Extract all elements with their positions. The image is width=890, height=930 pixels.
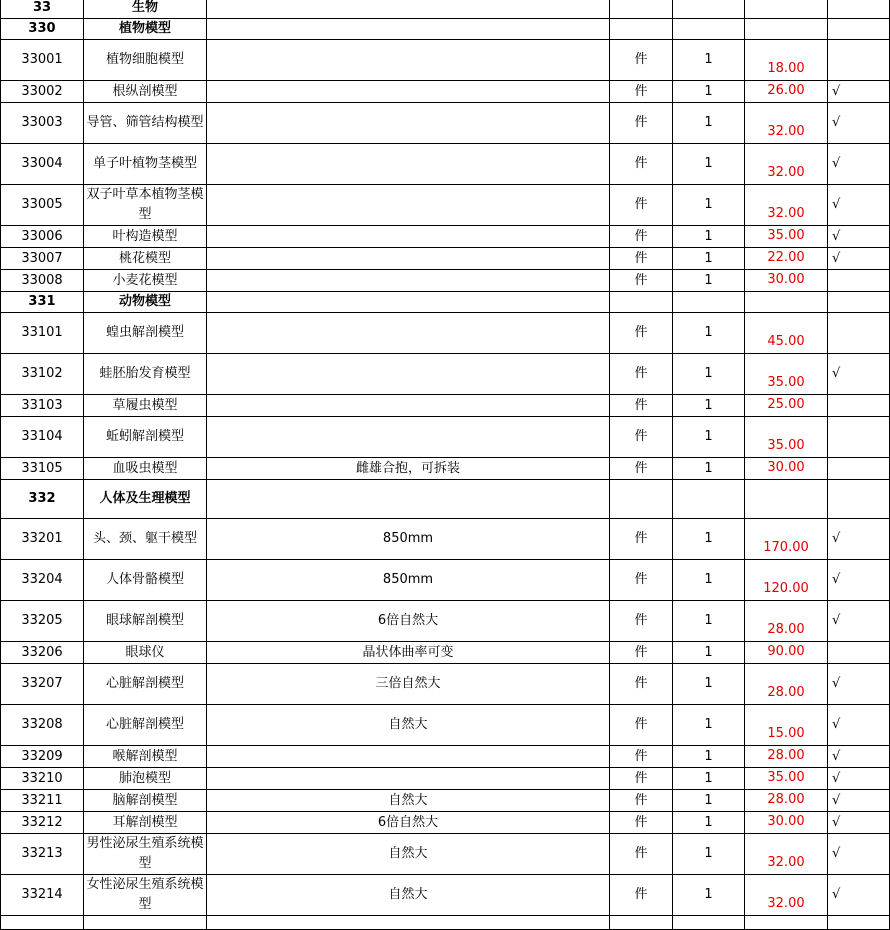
cell-check xyxy=(828,0,890,19)
cell-unit: 件 xyxy=(610,270,673,292)
table-row xyxy=(1,40,890,81)
cell-name: 草履虫模型 xyxy=(84,395,207,417)
cell-price xyxy=(745,292,828,313)
cell-price: 28.00 xyxy=(745,664,828,705)
cell-spec xyxy=(207,768,610,790)
cell-qty: 1 xyxy=(673,834,745,875)
table-row xyxy=(1,916,890,930)
cell-spec: 三倍自然大 xyxy=(207,664,610,705)
cell-check xyxy=(828,292,890,313)
cell-code: 33105 xyxy=(1,458,84,480)
table-row xyxy=(1,226,890,248)
cell-unit: 件 xyxy=(610,705,673,746)
category-row xyxy=(1,480,890,519)
category-row xyxy=(1,19,890,40)
cell-qty xyxy=(673,292,745,313)
cell-unit: 件 xyxy=(610,248,673,270)
cell-qty: 1 xyxy=(673,768,745,790)
table-row xyxy=(1,395,890,417)
cell-qty: 1 xyxy=(673,103,745,144)
cell-qty: 1 xyxy=(673,458,745,480)
cell-name: 头、颈、躯干模型 xyxy=(84,519,207,560)
cell-check xyxy=(828,480,890,519)
cell-spec xyxy=(207,417,610,458)
cell-name xyxy=(84,916,207,930)
cell-unit: 件 xyxy=(610,417,673,458)
cell-code: 33102 xyxy=(1,354,84,395)
table-row xyxy=(1,834,890,875)
cell-name: 女性泌尿生殖系统模型 xyxy=(84,875,207,916)
cell-spec xyxy=(207,270,610,292)
cell-spec: 晶状体曲率可变 xyxy=(207,642,610,664)
cell-code: 33209 xyxy=(1,746,84,768)
cell-spec xyxy=(207,40,610,81)
table-row xyxy=(1,875,890,916)
cell-check: √ xyxy=(828,812,890,834)
category-row xyxy=(1,292,890,313)
table-row xyxy=(1,248,890,270)
cell-code: 33002 xyxy=(1,81,84,103)
cell-spec xyxy=(207,313,610,354)
cell-price: 28.00 xyxy=(745,790,828,812)
cell-unit: 件 xyxy=(610,790,673,812)
cell-price: 35.00 xyxy=(745,354,828,395)
cell-code: 330 xyxy=(1,19,84,40)
cell-qty: 1 xyxy=(673,705,745,746)
cell-qty: 1 xyxy=(673,519,745,560)
cell-unit: 件 xyxy=(610,40,673,81)
cell-spec: 自然大 xyxy=(207,834,610,875)
cell-check xyxy=(828,19,890,40)
cell-check: √ xyxy=(828,705,890,746)
cell-code: 33104 xyxy=(1,417,84,458)
cell-qty: 1 xyxy=(673,601,745,642)
cell-spec: 850mm xyxy=(207,560,610,601)
cell-spec xyxy=(207,248,610,270)
cell-name: 心脏解剖模型 xyxy=(84,705,207,746)
cell-check: √ xyxy=(828,834,890,875)
table-row xyxy=(1,458,890,480)
cell-price: 32.00 xyxy=(745,144,828,185)
cell-spec xyxy=(207,292,610,313)
cell-name: 植物模型 xyxy=(84,19,207,40)
cell-qty xyxy=(673,19,745,40)
cell-check: √ xyxy=(828,519,890,560)
cell-name: 男性泌尿生殖系统模型 xyxy=(84,834,207,875)
cell-check xyxy=(828,458,890,480)
cell-name: 眼球仪 xyxy=(84,642,207,664)
table-row xyxy=(1,313,890,354)
cell-code: 33001 xyxy=(1,40,84,81)
cell-qty: 1 xyxy=(673,812,745,834)
cell-price: 35.00 xyxy=(745,768,828,790)
cell-price: 120.00 xyxy=(745,560,828,601)
cell-unit: 件 xyxy=(610,395,673,417)
cell-check: √ xyxy=(828,103,890,144)
cell-code xyxy=(1,916,84,930)
table-row xyxy=(1,746,890,768)
table-row xyxy=(1,103,890,144)
cell-name: 根纵剖模型 xyxy=(84,81,207,103)
cell-unit: 件 xyxy=(610,560,673,601)
cell-unit: 件 xyxy=(610,664,673,705)
cell-spec: 6倍自然大 xyxy=(207,812,610,834)
cell-code: 33 xyxy=(1,0,84,19)
cell-spec xyxy=(207,395,610,417)
cell-check: √ xyxy=(828,248,890,270)
cell-unit: 件 xyxy=(610,226,673,248)
cell-spec: 自然大 xyxy=(207,790,610,812)
cell-name: 人体及生理模型 xyxy=(84,480,207,519)
cell-unit: 件 xyxy=(610,313,673,354)
cell-check: √ xyxy=(828,768,890,790)
cell-price: 35.00 xyxy=(745,226,828,248)
cell-unit: 件 xyxy=(610,458,673,480)
cell-price: 30.00 xyxy=(745,270,828,292)
cell-price: 26.00 xyxy=(745,81,828,103)
cell-unit: 件 xyxy=(610,875,673,916)
cell-name: 生物 xyxy=(84,0,207,19)
table-row xyxy=(1,642,890,664)
cell-qty: 1 xyxy=(673,790,745,812)
cell-spec xyxy=(207,226,610,248)
cell-name: 心脏解剖模型 xyxy=(84,664,207,705)
table-row xyxy=(1,664,890,705)
cell-code: 33206 xyxy=(1,642,84,664)
cell-qty: 1 xyxy=(673,875,745,916)
cell-qty: 1 xyxy=(673,248,745,270)
cell-code: 33207 xyxy=(1,664,84,705)
cell-check: √ xyxy=(828,185,890,226)
cell-unit: 件 xyxy=(610,144,673,185)
cell-code: 33007 xyxy=(1,248,84,270)
cell-price: 15.00 xyxy=(745,705,828,746)
cell-code: 33003 xyxy=(1,103,84,144)
cell-qty: 1 xyxy=(673,226,745,248)
cell-qty xyxy=(673,916,745,930)
cell-price: 35.00 xyxy=(745,417,828,458)
cell-check: √ xyxy=(828,144,890,185)
cell-price: 170.00 xyxy=(745,519,828,560)
table-row xyxy=(1,417,890,458)
cell-name: 喉解剖模型 xyxy=(84,746,207,768)
cell-qty: 1 xyxy=(673,40,745,81)
cell-qty: 1 xyxy=(673,270,745,292)
table-row xyxy=(1,81,890,103)
cell-code: 33212 xyxy=(1,812,84,834)
cell-name: 人体骨骼模型 xyxy=(84,560,207,601)
cell-price: 25.00 xyxy=(745,395,828,417)
category-row xyxy=(1,0,890,19)
cell-check: √ xyxy=(828,790,890,812)
cell-name: 单子叶植物茎模型 xyxy=(84,144,207,185)
cell-qty: 1 xyxy=(673,664,745,705)
cell-name: 蝗虫解剖模型 xyxy=(84,313,207,354)
cell-unit: 件 xyxy=(610,834,673,875)
cell-code: 33201 xyxy=(1,519,84,560)
cell-code: 33205 xyxy=(1,601,84,642)
cell-unit xyxy=(610,916,673,930)
cell-spec xyxy=(207,0,610,19)
cell-code: 33211 xyxy=(1,790,84,812)
table-body xyxy=(1,0,890,930)
cell-code: 332 xyxy=(1,480,84,519)
cell-spec: 自然大 xyxy=(207,705,610,746)
cell-name: 血吸虫模型 xyxy=(84,458,207,480)
cell-unit xyxy=(610,0,673,19)
cell-spec xyxy=(207,144,610,185)
cell-unit: 件 xyxy=(610,746,673,768)
cell-qty: 1 xyxy=(673,417,745,458)
cell-spec xyxy=(207,746,610,768)
cell-check: √ xyxy=(828,560,890,601)
cell-code: 33005 xyxy=(1,185,84,226)
cell-name: 蚯蚓解剖模型 xyxy=(84,417,207,458)
cell-code: 33204 xyxy=(1,560,84,601)
cell-code: 33004 xyxy=(1,144,84,185)
table-row xyxy=(1,519,890,560)
cell-check xyxy=(828,313,890,354)
cell-unit xyxy=(610,292,673,313)
cell-unit: 件 xyxy=(610,601,673,642)
table-row xyxy=(1,185,890,226)
cell-name: 耳解剖模型 xyxy=(84,812,207,834)
cell-spec xyxy=(207,103,610,144)
cell-name: 眼球解剖模型 xyxy=(84,601,207,642)
table-row xyxy=(1,270,890,292)
cell-check xyxy=(828,417,890,458)
cell-unit: 件 xyxy=(610,519,673,560)
cell-unit xyxy=(610,19,673,40)
cell-price: 30.00 xyxy=(745,458,828,480)
cell-code: 33210 xyxy=(1,768,84,790)
cell-name: 小麦花模型 xyxy=(84,270,207,292)
cell-unit: 件 xyxy=(610,185,673,226)
table-row xyxy=(1,354,890,395)
cell-check xyxy=(828,40,890,81)
cell-qty: 1 xyxy=(673,313,745,354)
cell-name: 动物模型 xyxy=(84,292,207,313)
cell-check: √ xyxy=(828,601,890,642)
cell-spec xyxy=(207,354,610,395)
cell-check: √ xyxy=(828,81,890,103)
cell-price: 32.00 xyxy=(745,185,828,226)
cell-spec xyxy=(207,916,610,930)
cell-check: √ xyxy=(828,875,890,916)
cell-name: 桃花模型 xyxy=(84,248,207,270)
table-row xyxy=(1,560,890,601)
cell-qty: 1 xyxy=(673,185,745,226)
cell-code: 33103 xyxy=(1,395,84,417)
cell-qty: 1 xyxy=(673,746,745,768)
cell-unit: 件 xyxy=(610,81,673,103)
cell-price: 22.00 xyxy=(745,248,828,270)
table-row xyxy=(1,601,890,642)
cell-price: 32.00 xyxy=(745,834,828,875)
cell-spec xyxy=(207,185,610,226)
cell-code: 33008 xyxy=(1,270,84,292)
cell-name: 蛙胚胎发育模型 xyxy=(84,354,207,395)
cell-spec: 850mm xyxy=(207,519,610,560)
cell-qty: 1 xyxy=(673,642,745,664)
cell-code: 331 xyxy=(1,292,84,313)
cell-price: 90.00 xyxy=(745,642,828,664)
cell-qty: 1 xyxy=(673,144,745,185)
cell-name: 脑解剖模型 xyxy=(84,790,207,812)
cell-unit: 件 xyxy=(610,642,673,664)
cell-qty: 1 xyxy=(673,395,745,417)
cell-check xyxy=(828,270,890,292)
cell-qty: 1 xyxy=(673,560,745,601)
cell-check: √ xyxy=(828,664,890,705)
cell-unit xyxy=(610,480,673,519)
table-row xyxy=(1,812,890,834)
cell-qty xyxy=(673,0,745,19)
cell-check: √ xyxy=(828,226,890,248)
cell-name: 双子叶草本植物茎模型 xyxy=(84,185,207,226)
cell-check xyxy=(828,916,890,930)
cell-price: 18.00 xyxy=(745,40,828,81)
cell-unit: 件 xyxy=(610,812,673,834)
cell-unit: 件 xyxy=(610,354,673,395)
table-row xyxy=(1,768,890,790)
cell-price xyxy=(745,480,828,519)
cell-spec: 自然大 xyxy=(207,875,610,916)
cell-qty: 1 xyxy=(673,81,745,103)
cell-code: 33208 xyxy=(1,705,84,746)
table-row xyxy=(1,144,890,185)
cell-check: √ xyxy=(828,746,890,768)
cell-name: 叶构造模型 xyxy=(84,226,207,248)
cell-check: √ xyxy=(828,354,890,395)
table-row xyxy=(1,790,890,812)
cell-price xyxy=(745,0,828,19)
cell-price xyxy=(745,916,828,930)
cell-spec: 6倍自然大 xyxy=(207,601,610,642)
cell-check xyxy=(828,395,890,417)
cell-spec xyxy=(207,19,610,40)
cell-code: 33213 xyxy=(1,834,84,875)
cell-price: 28.00 xyxy=(745,746,828,768)
cell-spec xyxy=(207,81,610,103)
table-row xyxy=(1,705,890,746)
cell-price: 32.00 xyxy=(745,875,828,916)
cell-check xyxy=(828,642,890,664)
cell-code: 33101 xyxy=(1,313,84,354)
cell-price: 32.00 xyxy=(745,103,828,144)
cell-name: 导管、筛管结构模型 xyxy=(84,103,207,144)
cell-price: 45.00 xyxy=(745,313,828,354)
cell-qty: 1 xyxy=(673,354,745,395)
cell-code: 33006 xyxy=(1,226,84,248)
cell-unit: 件 xyxy=(610,103,673,144)
cell-name: 肺泡模型 xyxy=(84,768,207,790)
cell-code: 33214 xyxy=(1,875,84,916)
cell-price xyxy=(745,19,828,40)
cell-name: 植物细胞模型 xyxy=(84,40,207,81)
cell-spec xyxy=(207,480,610,519)
cell-price: 30.00 xyxy=(745,812,828,834)
cell-qty xyxy=(673,480,745,519)
cell-price: 28.00 xyxy=(745,601,828,642)
cell-unit: 件 xyxy=(610,768,673,790)
cell-spec: 雌雄合抱，可拆装 xyxy=(207,458,610,480)
